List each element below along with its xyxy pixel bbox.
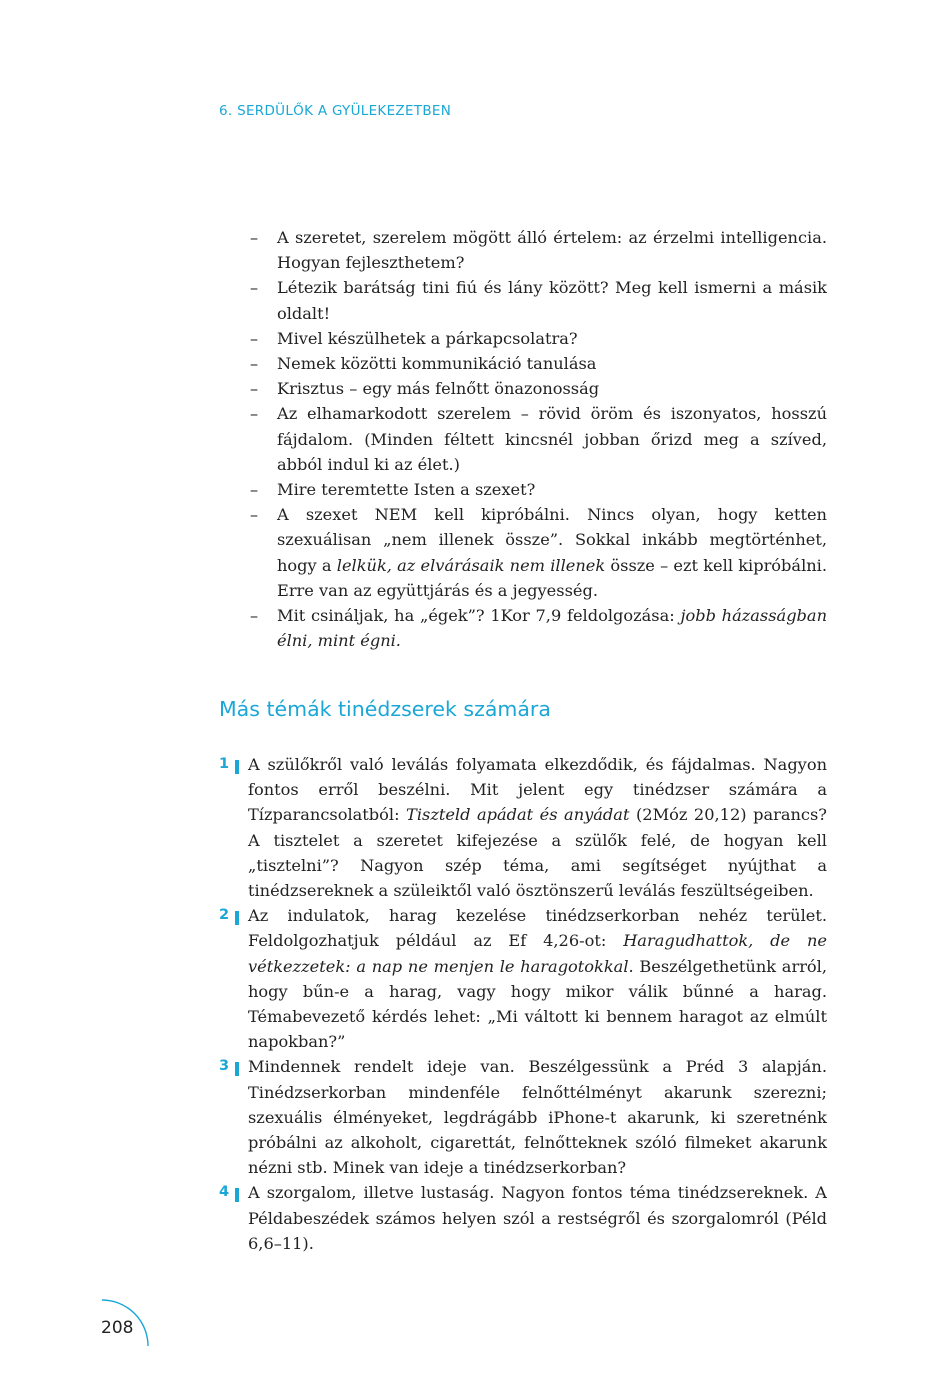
text-run: Krisztus – egy más felnőtt önazonosság bbox=[277, 379, 600, 399]
dash-marker: – bbox=[250, 480, 259, 500]
italic-text: Tiszteld apádat és anyádat bbox=[406, 805, 630, 825]
accent-bar bbox=[235, 760, 239, 774]
bullet-item bbox=[250, 326, 827, 351]
numbered-topic-list bbox=[219, 752, 827, 1256]
dash-marker: – bbox=[250, 505, 259, 525]
item-number: 3 bbox=[219, 1058, 230, 1075]
bullet-item bbox=[250, 376, 827, 401]
topic-bullet-list bbox=[250, 225, 827, 653]
text-run: A szexet NEM kell kipróbálni. Nincs olyan, hogy ketten szexuálisan „nem illenek össze”. Sokkal inkább megtörténhet, hogy a bbox=[277, 505, 827, 575]
italic-text: jobb házasságban élni, mint égni. bbox=[277, 606, 827, 651]
bullet-item bbox=[250, 275, 827, 325]
text-run: A szeretet, szerelem mögött álló értelem: az érzelmi intelligencia. Hogyan fejleszthetem? bbox=[277, 228, 827, 273]
page-number: 208 bbox=[101, 1318, 134, 1338]
text-run: (2Móz 20,12) parancs? A tisztelet a szeretet kifejezése a szülők felé, de hogyan kell „tisztelni”? Nagyon szép téma, ami segítséget nyújthat a tinédzsereknek a szüleiktől való ösztönszerű leválás feszültségeiben. bbox=[248, 805, 827, 901]
dash-marker: – bbox=[250, 278, 259, 298]
running-head: 6. SERDÜLŐK A GYÜLEKEZETBEN bbox=[219, 103, 452, 119]
item-number: 1 bbox=[219, 756, 230, 772]
bullet-item bbox=[250, 351, 827, 376]
italic-text: Haragudhattok, de ne vétkezzetek: a nap ne menjen le haragotokkal. bbox=[248, 931, 827, 976]
numbered-item bbox=[219, 1054, 827, 1180]
dash-marker: – bbox=[250, 228, 259, 247]
bullet-item bbox=[250, 477, 827, 502]
text-run: Mit csináljak, ha „égek”? 1Kor 7,9 feldolgozása: bbox=[277, 606, 681, 626]
dash-marker: – bbox=[250, 328, 259, 348]
text-run: Nemek közötti kommunikáció tanulása bbox=[277, 354, 597, 374]
dash-marker: – bbox=[250, 404, 259, 424]
bullet-item bbox=[250, 225, 827, 275]
text-run: Mivel készülhetek a párkapcsolatra? bbox=[277, 328, 578, 348]
text-run: össze – ezt kell kipróbálni. Erre van az együttjárás és a jegyesség. bbox=[277, 555, 827, 600]
text-run: Mire teremtette Isten a szexet? bbox=[277, 480, 536, 500]
numbered-item bbox=[219, 1180, 827, 1256]
item-number: 4 bbox=[219, 1184, 230, 1201]
dash-marker: – bbox=[250, 606, 259, 626]
numbered-item bbox=[219, 903, 827, 1054]
italic-text: lelkük, az elvárásaik nem illenek bbox=[336, 555, 606, 575]
text-run: A szülőkről való leválás folyamata elkezdődik, és fájdalmas. Nagyon fontos erről beszélni. Mit jelent egy tinédzser számára a Tízparancsolatból: bbox=[248, 755, 827, 825]
section-heading: Más témák tinédzserek számára bbox=[219, 697, 551, 721]
bullet-item bbox=[250, 603, 827, 653]
numbered-item bbox=[219, 752, 827, 903]
text-run: Létezik barátság tini fiú és lány között? Meg kell ismerni a másik oldalt! bbox=[277, 278, 827, 323]
text-run: Az elhamarkodott szerelem – rövid öröm és iszonyatos, hosszú fájdalom. (Minden féltett kincsnél jobban őrizd meg a szíved, abból indul ki az élet.) bbox=[277, 404, 827, 474]
dash-marker: – bbox=[250, 354, 259, 374]
dash-marker: – bbox=[250, 379, 259, 399]
accent-bar bbox=[235, 1188, 239, 1202]
text-run: A szorgalom, illetve lustaság. Nagyon fontos téma tinédzsereknek. A Példabeszédek számos helyen szól a restségről és szorgalomról (Péld 6,6–11). bbox=[248, 1183, 827, 1253]
bullet-item bbox=[250, 502, 827, 603]
text-run: Beszélgethetünk arról, hogy bűn-e a harag, vagy hogy mikor válik bűnné a harag. Témabevezető kérdés lehet: „Mi váltott ki bennem haragot az elmúlt napokban?” bbox=[248, 956, 828, 1052]
text-run: Az indulatok, harag kezelése tinédzserkorban nehéz terület. Feldolgozhatjuk például az Ef 4,26-ot: bbox=[248, 906, 827, 951]
text-run: Mindennek rendelt ideje van. Beszélgessünk a Préd 3 alapján. Tinédzserkorban mindenféle felnőttélményt akarunk szerezni; szexuális élményeket, legdrágább iPhone-t akarunk, ki szeretnénk próbálni az alkoholt, cigarettát, felnőtteknek szóló filmeket akarunk nézni stb. Minek van ideje a tinédzserkorban? bbox=[248, 1057, 827, 1178]
item-number: 2 bbox=[219, 907, 230, 924]
accent-bar bbox=[235, 911, 239, 925]
accent-bar bbox=[235, 1062, 239, 1076]
bullet-item bbox=[250, 401, 827, 477]
